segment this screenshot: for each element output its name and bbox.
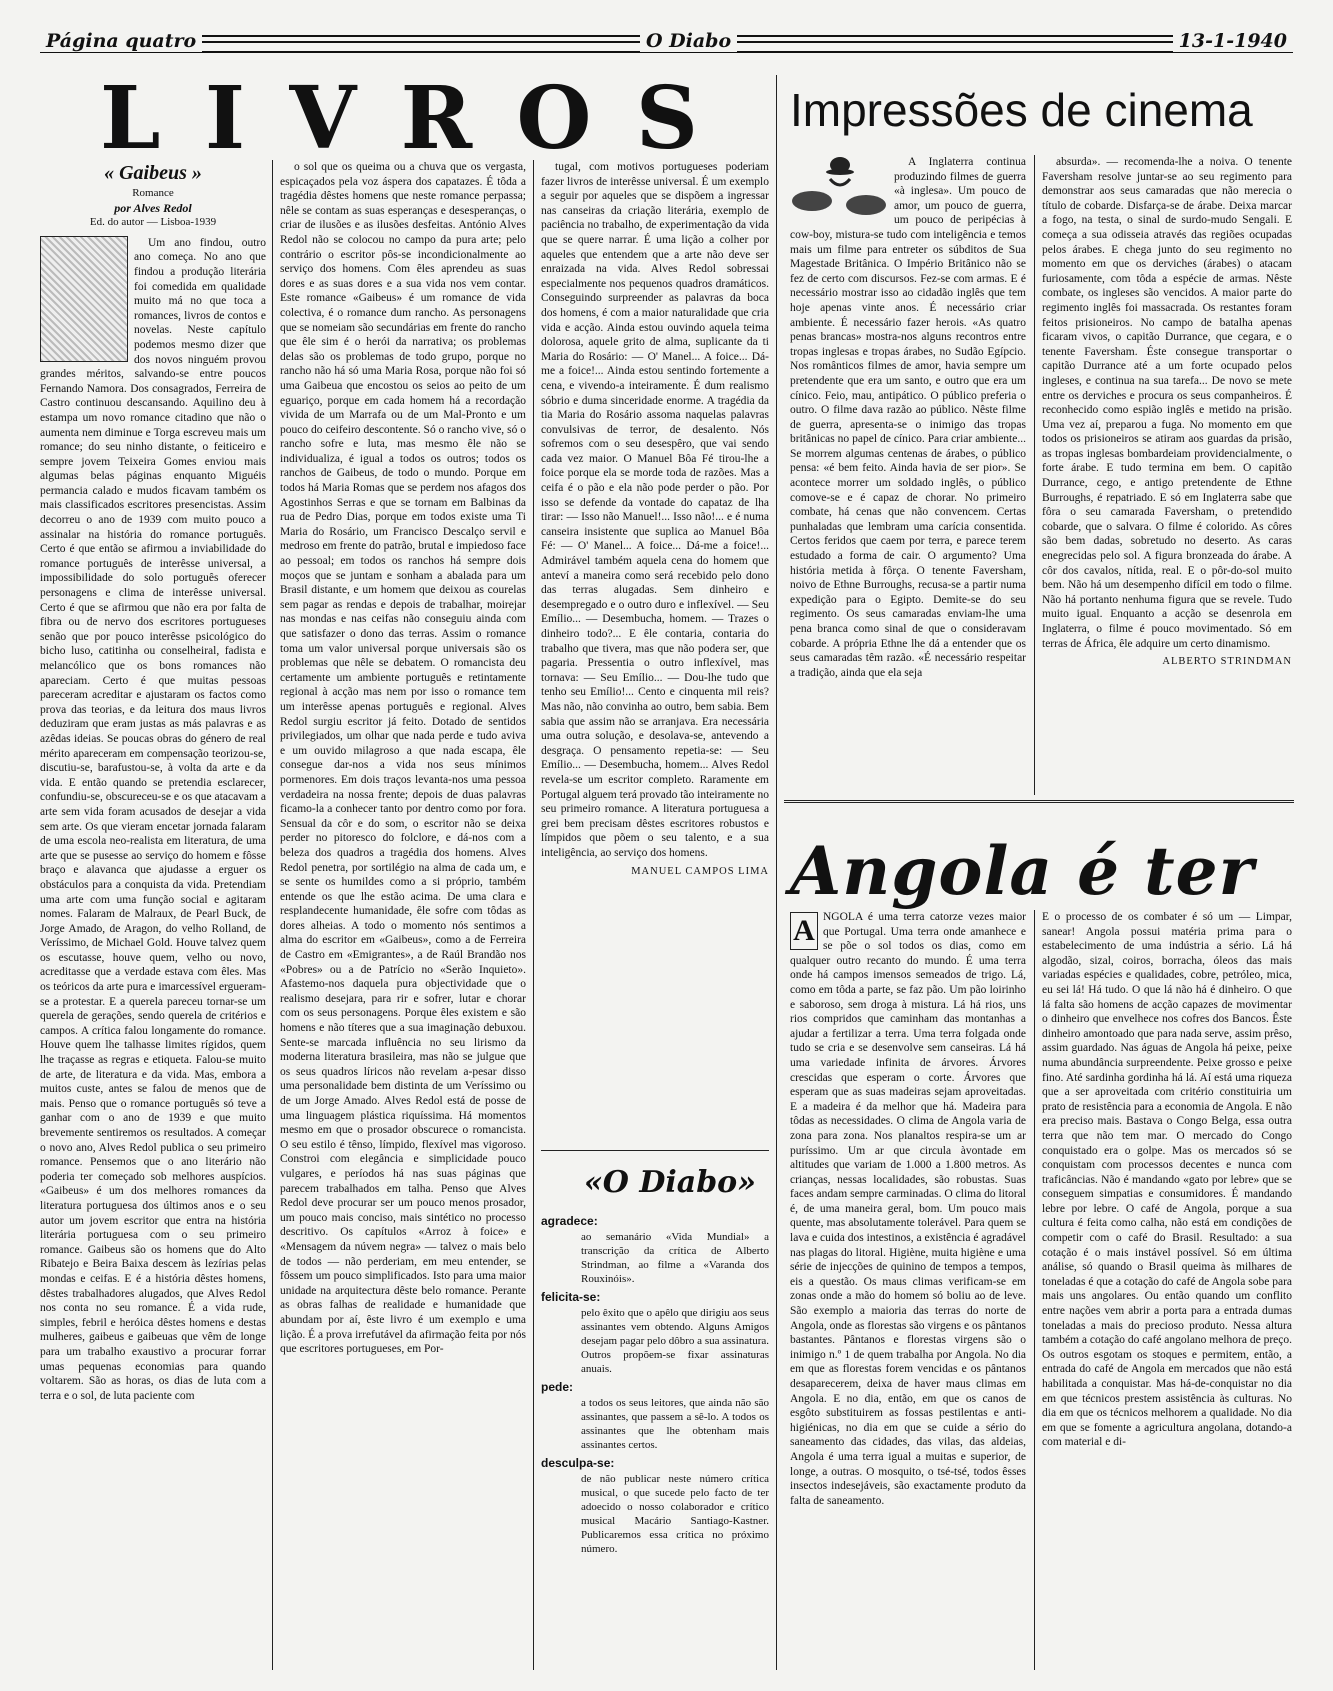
cinema-body-text: A Inglaterra continua produzindo filmes de guerra «à inglesa». Um pouco de amor, um pouco de guerra, um pouco de peripécias à cow-boy, mistura-se tudo com inteligência e temos mais um filme para entreter os súbditos de Sua Magestade Britânica. O Império Britânico não se fez de certo com discursos. Fez-se com armas. E é necessário mostrar isso ao cidadão inglês que tem hoje apenas vinte anos. É necessário criar ambiente. É necessário fazer herois. «As quatro penas brancas» mostra-nos alguns recontros entre tropas inglesas e tropas árabes, no Sudão Egípcio. Nos românticos filmes de amor, havia sempre um pretendente que era um santo, e outro que era um cínico. Feio, mau, antipático. O público preferia o outro. O filme dava razão ao público. Nêste filme de guerra, apresenta-se o inimigo das tropas britânicas no papel de cínico. Para criar ambiente... Se morrem algumas centenas de árabes, o público pensa: «é bem feito. Ainda havia de ser pior». Se acontece morrer um soldado inglês, o público comove-se e é capaz de chorar. No primeiro combate, há cenas que não convencem. Certas punhaladas que lembram uma carícia consentida. Certos feridos que caem por terra, e parece terem estudado a forma de cair. O argumento? Uma história metida à fôrça. O tenente Faversham, noivo de Ethne Burroughs, recusa-se a partir numa expedição para o Egipto. Demite-se do seu regimento. Os seus camaradas enviam-lhe uma pena branca como sinal de que o consideravam cobarde. A própria Ethne lhe dá a entender que os seus camaradas têm razão. «É necessário respeitar a tradição, ainda que ela seja: [790, 156, 1026, 679]
livros-letter: R: [400, 67, 475, 169]
angola-body-text: NGOLA é uma terra catorze vezes maior que Portugal. Uma terra onde amanhece e se põe o sol todos os dias, como em qualquer outro recanto do mundo. É uma terra onde há campos imensos semeados de trigo. Lá, como em tôda a parte, se faz pão. Um pão loirinho e saboroso, sem droga à mistura. Lá há rios, uns rios compridos que caminham das montanhas a ajudar a fertilizar a terra. Uma terra folgada onde tudo se cria e se desenvolve sem canseiras. Lá há uma variedade infinita de árvores. Árvores crescidas que esperam o corte. Árvores que esperam que as suas madeiras sejam aproveitadas. E a madeira é da melhor que há. Madeira para tôdas as necessidades. O clima de Angola varia de zona para zona. Nos planaltos respira-se um ar puríssimo. Um ar que circula àvontade em altitudes que variam de 1.000 a 1.800 metros. As crianças, nessas localidades, são robustas. Suas faces andam sempre carminadas. O clima do litoral é, de uma maneira geral, bom. Um pouco mais quente, mas absolutamente tolerável. Para quem se lava e cuida dos intestinos, a existência é agradável nas plagas do litoral. Higiène, muita higiène e uma série de injecções de quinino de tempos a tempos, eis a questão. Os maus climas verificam-se em zonas onde a mão do homem só boliu ao de leve. São exemplo a maioria das terras do norte de Angola, onde as florestas são virgens e os pântanos bastantes. Pântanos e florestas virgens são o inimigo n.º 1 de quem trabalha por Angola. No dia em que as florestas forem vencidas e os pântanos desaparecerem, deixa de haver maus climas em Angola. E no dia, então, em que os canos de esgôto substituirem as fossas pestilentas e anti-higiénicas, no dia em que se cuide a sério do saneamento das cidades, das vilas, das aldeias, Angola é uma terra igual a muitas e superior, de longe, a outras. O mosquito, o tsé-tsé, todos êsses insectos indesejáveis, são exactamente produto da falta de saneamento.: [790, 911, 1026, 1507]
cinema-column-2: [1042, 155, 1292, 795]
review-column-2: [280, 160, 526, 1670]
column-rule: [272, 160, 273, 1670]
angola-heading: Angola é ter: [790, 832, 1255, 910]
diabo-item-label: desculpa-se:: [541, 1456, 615, 1470]
cinema-column-1: [790, 155, 1026, 795]
column-rule: [1034, 155, 1035, 795]
review-column-1: [40, 160, 266, 1670]
issue-date: 13-1-1940: [1173, 30, 1293, 52]
review-edition: Ed. do autor — Lisboa-1939: [89, 216, 217, 229]
angola-column-1: [790, 910, 1026, 1670]
livros-letter: L: [100, 67, 163, 169]
angola-body-text: E o processo de os combater é só um — Limpar, sanear! Angola possui matéria prima para o estabelecimento de uma indústria a sério. Lá há algodão, sizal, coiros, borracha, óleos das mais variadas espécies e qualidades, cobre, petróleo, mica, eu sei lá! Há tudo. O que lá não há é dinheiro. O que lá falta são homens de acção capazes de movimentar o dinheiro que envelhece nos cofres dos Bancos. Êste dinheiro amontoado que para nada serve, assim prêso, assim guardado. Nas águas de Angola há peixe, peixe numa abundância surpreendente. Peixe grosso e peixe fino. Até sardinha gordinha há lá. Aí está uma riqueza que a ser aproveitada com critério constituiria um prato de resistência para a economia de Angola. E não era preciso mais. Bastava o Congo Belga, essa outra terra que não tem mar. O mercado do Congo conquistado era o golpe. Mas os mercados só se conquistam com processos decentes e nunca com traficâncias. Não é mandando «gato por lebre» que se conseguem simpatias e consumidores. É mandando lebre por lebre. O café de Angola, porque a sua cultura é feita como calha, não está em condições de competir com o café do Brasil. Resultado: a sua cotação é o mais instável possível. Só em última análise, só quando o Brasil queima às milhares de toneladas é que a cotação do café de Angola sobe para mais uns angolares. Ou então quando um conflito entre nações vem abrir a porta para a entrada dumas toneladas a mais do precioso produto. Nessa altura também a cotação do café angolano melhora de preço. Os outros esgotam os stoques e permitem, então, a entrada do café de Angola em mercados que não está habilitada a conquistar. Mas há-de-conquistar no dia em que técnicos prestem assistência às culturas. No dia em que os técnicos melhorem a qualidade. No dia em que se fomente a agricultura angolana, dotando-a com material e di-: [1042, 911, 1292, 1449]
divider: [541, 1150, 769, 1151]
film-reel-illustration: [790, 155, 888, 219]
livros-letter: S: [635, 67, 700, 169]
section-rule: [776, 75, 777, 1670]
cinema-heading: Impressões de cinema: [790, 84, 1253, 136]
diabo-item-text: ao semanário «Vida Mundial» a transcrição da crítica de Alberto Strindman, ao filme a «Varanda dos Rouxinóis».: [581, 1231, 769, 1285]
diabo-item-label: felicita-se:: [541, 1290, 601, 1304]
cinema-signature: ALBERTO STRINDMAN: [1162, 656, 1292, 668]
diabo-item-label: agradece:: [541, 1214, 598, 1228]
review-title: « Gaibeus »: [104, 162, 202, 184]
diabo-item-text: a todos os seus leitores, que ainda não são assinantes, que passem a sê-lo. A todos os assinantes que lhe obtenham mais assinantes certos.: [581, 1397, 769, 1451]
review-signature: MANUEL CAMPOS LIMA: [631, 865, 769, 877]
diabo-box-title: «O Diabo»: [584, 1165, 756, 1200]
review-author: por Alves Redol: [114, 200, 192, 215]
livros-letter: V: [289, 67, 359, 169]
livros-heading: [100, 67, 700, 169]
livros-letter: O: [516, 67, 594, 169]
review-body-text: Um ano findou, outro ano começa. No ano que findou a produção literária foi comedida em qualidade muito má no que toca a romances, livros de contos e novelas. Neste capítulo podemos mesmo dizer que dos novos ninguém provou grandes méritos, salvando-se entre poucos Fernando Namora. Dos consagrados, Ferreira de Castro continuou descansando. Aquilino deu à estampa um novo romance citadino que não o aumenta nem diminue e Torga escreveu mais um romance; do seu ninho distante, o feiticeiro e sempre jovem Teixeira Gomes enviou mais algumas belas páginas enquanto Miguéis permancia calado e mudos ficavam também os mais classificados escritores presencistas. Assim decorreu o ano de 1939 com muito pouco a assinalar na história do romance português. Certo é que então se afirmou a inviabilidade do romance português de interêsse universal, a impossibilidade do solo português oferecer personagens e clima de interêsse universal. Certo é que se afirmou que não era por falta de fibra ou de nervo dos escritores portugueses senão que por pouco interêsse psicológico do bicho luso, catitinha ou conselheiral, fadista e melancólico que os bons romances não apareciam. Certo é que muitas pessoas pareceram acreditar e ajustaram os factos como prova das teorias, e da leitura dos maus livros deduziram que eram justas as más palavras e as azêdas ideias. Se poucas obras do género de real mérito apareceram em compensação teorizou-se, discutiu-se, barafustou-se, à volta da arte e da vida. E então quando se pretendia esclarecer, confundiu-se, obscureceu-se e os que atacavam a arte sem vida foram acusados de desejar a vida sem arte. Os que vieram encetar jornada falaram de uma escola neo-realista em literatura, de uma arte que se pusesse ao serviço do homem e fôsse braço e alavanca que ajudasse a erguer os obstáculos para a conquista da vida. Pretendiam uma arte com uma função social e agitaram nomes. Falaram de Malraux, de Pearl Buck, de Jorge Amado, de Aragon, do velho Rolland, de Veríssimo, de Michael Gold. Houve talvez quem os escutasse, houve quem, velho ou novo, acreditasse que a verdade estava com êles. Mas os teóricos da arte pura e imarcessível ergueram-se a protestar. E a querela pareceu tornar-se um querela de gerações, sendo querela de critérios e campos. A crítica falou longamente do romance. Houve quem lhe talhasse limites rígidos, quem lhe traçasse as regras e etiqueta. Falou-se muito de arte, de literatura e da vida. Mas, embora a muitos custe, antes se falou de menos que de mais. Penso que o romance português só teve a ganhar com o ano de 1939 e que muito brevemente sentiremos os resultados. A começar o novo ano, Alves Redol publica o seu primeiro romance. Pensemos que o ano literário não poderia ter começado sob melhores auspícios. «Gaibeus» é um dos melhores romances da literatura portuguesa dos últimos anos e o seu autor um jovem escritor que entra na história literária portuguesa com o seu primeiro romance. Gaibeus são os homens que do Alto Ribatejo e Beira Baixa descem às lezírias pelas mondas e ceifas. E é a história dêstes homens, dêstes trabalhadores alugados, que Alves Redol nos conta no seu romance. É a vida rude, simples, febril e heróica dêstes homens e destas mulheres, gaibeus e gaibeuas que vêm de longe para um trabalho exaustivo a procurar forrar umas pequenas economias para quando voltarem. São as horas, os dias de luta com a terra e o sol, de luta paciente com: [40, 236, 266, 1402]
review-body-text: tugal, com motivos portugueses poderiam fazer livros de interêsse universal. É um exemplo a seguir por aqueles que se dispõem a ingressar nas canseiras da criação literária, exemplo de paciência no trabalho, de experimentação da vida que se quere narrar. É uma lição a colher por aqueles que entendem que a arte não deve ser enraizada na vida. Alves Redol sobressai especialmente nos pequenos quadros dramáticos. Conseguindo surpreender as palavras da boca dos homens, é com a maior naturalidade que cria vida e acção. Ainda estou ouvindo aquela teima dolorosa, aquele grito de alma, suplicante da ti Maria do Rosário: — O' Manel... A foice... Dá-me a foice!... Ainda estou sentindo fortemente a cena, e vivendo-a inteiramente. É dum realismo sóbrio e duma sinceridade enorme. A tragédia da tia Maria do Rosário assoma naquelas palavras convulsivas de terror, de desalento. Nós sofremos com o seu desespêro, que vai sendo cada vez maior. O Manuel Bôa Fé tirou-lhe a foice porque ela se morde toda de razões. Mas a ceifa é o pão e ela não pode perder o pão. Por isso se defende da vontade do capataz de lha tirar: — Isso não Manuel!... Isso não!... e é numa canseira insistente que suplica ao Manuel Bôa Fé: — O' Manel... A foice... Dá-me a foice!... Admirável também aquela cena do homem que anteví a maneira como será recebido pelo dono das terras alugadas. Sem dinheiro e desempregado e o outro duro e inflexível. — Seu Emílio... — Desembucha, homem. — Trazes o dinheiro todo?... E êle contaria, contaria do trabalho que tivera, mas que não podera ser, que pagaria. Pressentia o outro inflexível, mas tornava: — Seu Emílio... — Dou-lhe tudo que tenho seu Emílio!... Cento e cinquenta mil reis? Mas não, não convinha ao outro, bem sabia. Bem sabia que assim não se arranjava. Era necessária uma outra solução, e desolava-se, antevendo a desgraça. O pensamento repetia-se: — Seu Emílio... — Desembucha, homem... Alves Redol revela-se um escritor completo. Raramente em Portugal alguem terá provado tão inteiramente no seu primeiro romance. A literatura portuguesa a grei bem precisam dêstes escritores robustos e límpidos que põem o seu talento, e a sua inteligência, ao serviço dos homens.: [541, 161, 769, 859]
page-header: [40, 28, 1293, 58]
diabo-box: [541, 1210, 769, 1670]
diabo-item-label: pede:: [541, 1380, 574, 1394]
newspaper-masthead: O Diabo: [640, 30, 737, 52]
decorative-initial-illustration: [40, 236, 128, 362]
section-divider: [784, 800, 1294, 803]
diabo-item-text: de não publicar neste número crítica musical, o que sucede pelo facto de ter adoecido o nosso colaborador e crítico musical Macário Santiago-Kastner. Publicaremos essa crítica no próximo número.: [581, 1473, 769, 1555]
column-rule: [1034, 910, 1035, 1670]
column-rule: [533, 160, 534, 1670]
livros-letter: I: [204, 67, 248, 169]
angola-column-2: [1042, 910, 1292, 1670]
review-genre: Romance: [132, 187, 174, 199]
drop-cap: A: [790, 912, 818, 950]
page-number-label: Página quatro: [40, 30, 202, 52]
cinema-body-text: absurda». — recomenda-lhe a noiva. O tenente Faversham resolve juntar-se ao seu regimento para demonstrar aos seus camaradas que não merecia o título de cobarde. Disfarça-se de árabe. Deixa marcar a fogo, na testa, o sinal de surdo-mudo Sengali. E começa a sua odisseia através das regiões ocupadas pelos árabes. E chega junto do seu regimento no momento em que os derviches (árabes) o atacam furiosamente, com tôda a espécie de armas. Nêste combate, os ingleses são vencidos. A maior parte do regimento inglês foi massacrada. Os restantes foram feitos prisioneiros. No campo de batalha apenas ficaram vivos, o capitão Durrance, que cegara, e o tenente Faversham. Éste consegue transportar o capitão Durrance até a um forte ocupado pelos ingleses, e continua na sua tarefa... De novo se mete entre os derviches e procura os seus companheiros. É reconhecido como espião inglês e metido na prisão. Uma vez aí, preparou a fuga. No momento em que todos os prisioneiros se atiram aos guardas da prisão, as tropas inglesas bombardeiam providencialmente, o forte árabe. E tudo termina em bem. O capitão Durrance, cego, e antigo pretendente de Ethne Burroughs, é repatriado. E só em Inglaterra sabe que fôra o seu camarada Faversham, o pretendido cobarde, que o salvara. O filme é colorido. As côres são bem dadas, sobretudo no deserto. As caras enegrecidas pelo sol. A figura bronzeada do árabe. A côr dos cavalos, nítida, real. E o pôr-do-sol muito bem. Não há um desempenho difícil em todo o filme. Não há portanto nenhuma figura que se revele. Tudo muito igual. Enquanto a acção se desenrola em Inglaterra, o filme é pouco movimentado. Só em terras de África, êle adquire um certo dinamismo.: [1042, 156, 1292, 650]
review-column-3: [541, 160, 769, 1145]
diabo-item-text: pelo êxito que o apêlo que dirigiu aos seus assinantes vem obtendo. Alguns Amigos desejam pagar pelo dôbro a sua assinatura. Outros propõem-se fixar assinaturas anuais.: [581, 1307, 769, 1375]
review-body-text: o sol que os queima ou a chuva que os vergasta, espicaçados pela voz áspera dos capatazes. É tôda a tragédia dêstes homens que neste romance perpassa; nêle se contam as suas esperanças e desesperanças, o criar de ilusões e as ilusões desfeitas. António Alves Redol não se colocou no campo da pura arte; pelo contrário o escritor pôs-se incondicionalmente ao serviço dos homens. Com êles aprendeu as suas dores e as suas dores e a sua vida nos vem contar. Este romance «Gaibeus» é um romance de vida colectiva, é o romance dum rancho. As personagens que se nomeiam são secundárias em frente do rancho que êle sim é o herói da narrativa; os problemas delas são os problemas de todo grupo, porque no rancho não há só uma Maria Rosa, porque não foi só uma Gaibeua que encostou os seios ao peito de um eguariço, porque em cada homem há a recordação vivida de um Marrafa ou de um Mal-Pronto e um pouco do ceifeiro descontente. Só o rancho vive, só o rancho sofre e luta, mas mesmo êle não se individualiza, é igual a todos os outros; todos os ranchos de Gaibeus, de todo o mundo. Porque em todos há Maria Romas que se perdem nos afagos dos Agostinhos Serras e que se tornam em Balbinas da rua de Pedro Dias, porque em todos existe uma Ti Maria do Rosário, um Francisco Descalço servil e medroso em frente do patrão, brutal e impiedoso face ao pessoal; em todos os ranchos há sempre dois moços que se juntam e sonham a abalada para um Brasil distante, e um homem que deixou as courelas sem pagar as rendas e depois de trabalhar, moirejar nas mondas e nas ceifas não conseguiu ainda com que satisfazer o dono das terras. Assim o romance toma um valor universal porque universais são os problemas que nêle se debatem. O romancista deu certamente um ambiente português e retintamente regional à acção mas nem por isso o romance tem um interêsse apenas português e regional. Alves Redol surgiu escritor já feito. Dotado de sentidos privilegiados, um olhar que nada perde e tudo aviva e um ouvido milagroso a que nada escapa, êle consegue dar-nos a vida nos seus mínimos pormenores. Em dois traços levanta-nos uma pessoa verdadeira na nossa frente; depois de duas palavras ficamo-la a conhecer tanto por dentro como por fora. Sensual da côr e do som, o escritor não se deixa perder no pitoresco do folclore, e dá-nos com a beleza dos quadros a tragédia dos homens. Alves Redol penetra, por sortilégio na alma de cada um, e se sente os humildes como a si próprio, também entende os que lhe estão acima. De uma clara e resplandecente humanidade, êle sofre com tôdas as dores alheias. A todo o momento nós sentimos a alma do escritor em «Gaibeus», como a de Ferreira de Castro em «Emigrantes», a de Raúl Brandão nos «Pobres» ou a de Patrício no «Serão Inquieto». Afastemo-nos daquela pura objectividade que o realismo desejara, para rir e sofrer, lutar e chorar com os seus personagens. Porque êles existem e são homens e não títeres que a sua imaginação debuxou. Sente-se marcada influência no seu lirismo da moderna literatura brasileira, mas não se julgue que os seus quadros líricos não revelam a-pesar disso uma personalidade bem distinta de um Veríssimo ou de um Jorge Amado. Alves Redol está de posse de uma linguagem plástica riquíssima. Há momentos mesmo em que o prosador obscurece o romancista. O seu estilo é tênso, límpido, flexível mas vigoroso. Constroi com elegância e simplicidade pouco vulgares, e períodos há nas suas páginas que parecem trabalhados em talha. Penso que Alves Redol deve procurar ser um pouco menos prosador, um pouco mais conciso, mais sintético no processo descritivo. Os capítulos «Arroz à foice» e «Mensagem da núvem negra» — talvez o mais belo de todos — não perderiam, em meu entender, se fôssem um pouco simplificados. Isto para uma maior unidade na arquitectura dêste belo romance. Perante as obras falhas de realidade e humanidade que abundam por aí, êste livro é um exemplo e uma lição. É a prova irrefutável da afirmação feita por nós que escritores portugueses, em Por-: [280, 161, 526, 1356]
